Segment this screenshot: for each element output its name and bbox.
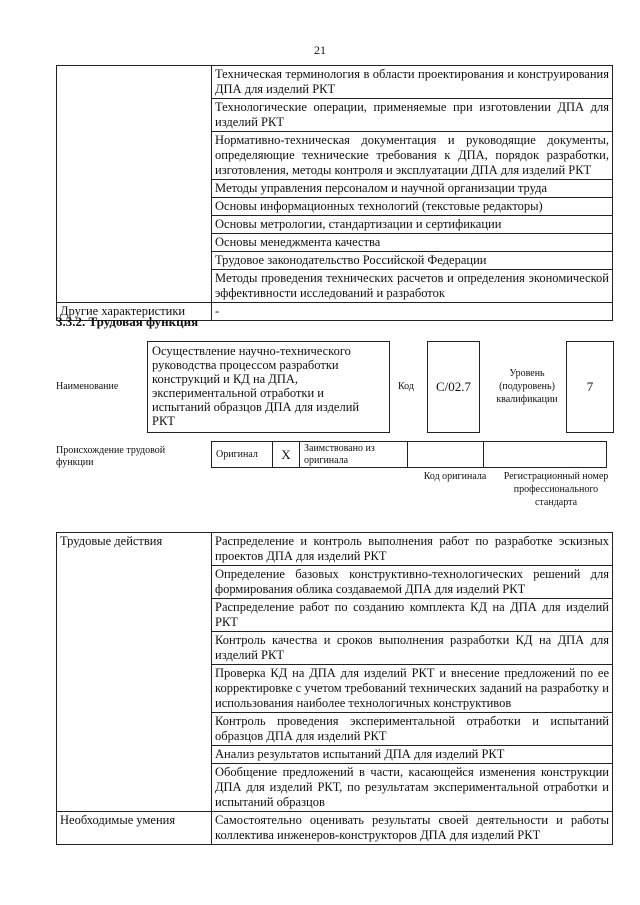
code-label: Код	[398, 381, 414, 392]
qualification-level-label: Уровень (подуровень) квалификации	[496, 368, 558, 405]
labor-action-item: Проверка КД на ДПА для изделий РКТ и внесение предложений по ее корректировке с учетом требований технических заданий на разработку и использования наиболее технологичных конструктивов	[212, 665, 613, 713]
other-characteristics-value: -	[212, 303, 613, 321]
labor-action-item: Распределение работ по созданию комплекта КД на ДПА для изделий РКТ	[212, 599, 613, 632]
knowledge-item: Основы информационных технологий (текстовые редакторы)	[212, 198, 613, 216]
labor-actions-table	[56, 532, 613, 845]
labor-actions-label: Трудовые действия	[57, 533, 212, 812]
knowledge-item: Основы метрологии, стандартизации и сертификации	[212, 216, 613, 234]
origin-table	[211, 441, 607, 468]
skills-label: Необходимые умения	[57, 812, 212, 845]
knowledge-label-cell	[57, 66, 212, 303]
registration-number-caption: Регистрационный номер профессионального стандарта	[503, 471, 609, 508]
registration-number-cell	[484, 442, 607, 468]
qualification-level-box: 7	[566, 341, 614, 433]
other-characteristics-label: Другие характеристики	[57, 303, 212, 321]
knowledge-item: Трудовое законодательство Российской Федерации	[212, 252, 613, 270]
knowledge-item: Методы управления персоналом и научной организации труда	[212, 180, 613, 198]
original-code-caption: Код оригинала	[423, 471, 487, 482]
code-box: C/02.7	[427, 341, 480, 433]
knowledge-table	[56, 65, 613, 321]
skill-item: Самостоятельно оценивать результаты своей деятельности и работы коллектива инженеров-конструкторов ДПА для изделий РКТ	[212, 812, 613, 845]
labor-action-item: Контроль качества и сроков выполнения разработки КД на ДПА для изделий РКТ	[212, 632, 613, 665]
page-number: 21	[314, 43, 326, 57]
labor-action-item: Анализ результатов испытаний ДПА для изделий РКТ	[212, 746, 613, 764]
knowledge-item: Технологические операции, применяемые при изготовлении ДПА для изделий РКТ	[212, 99, 613, 132]
origin-label: Происхождение трудовой функции	[56, 445, 166, 468]
original-mark: X	[273, 442, 300, 468]
knowledge-item: Техническая терминология в области проектирования и конструирования ДПА для изделий РКТ	[212, 66, 613, 99]
function-name-box: Осуществление научно-технического руководства процессом разработки конструкций и КД на ДПА, экспериментальной отработки и испытаний образцов ДПА для изделий РКТ	[147, 341, 390, 433]
labor-action-item: Обобщение предложений в части, касающейся изменения конструкции ДПА для изделий РКТ, по результатам экспериментальной отработки и испытаний образцов	[212, 764, 613, 812]
labor-action-item: Распределение и контроль выполнения работ по разработке эскизных проектов ДПА для изделий РКТ	[212, 533, 613, 566]
original-code-cell	[408, 442, 484, 468]
borrowed-label: Заимствовано из оригинала	[300, 442, 408, 468]
knowledge-item: Нормативно-техническая документация и руководящие документы, определяющие технические требования к ДПА, порядок разработки, изготовления, методы контроля и эксплуатации ДПА для изделий РКТ	[212, 132, 613, 180]
section-title: 3.3.2. Трудовая функция	[56, 314, 199, 329]
original-label: Оригинал	[212, 442, 273, 468]
name-label: Наименование	[56, 381, 119, 392]
labor-action-item: Определение базовых конструктивно-технологических решений для формирования облика создаваемой ДПА для изделий РКТ	[212, 566, 613, 599]
knowledge-item: Методы проведения технических расчетов и определения экономической эффективности исследований и разработок	[212, 270, 613, 303]
labor-action-item: Контроль проведения экспериментальной отработки и испытаний образцов ДПА для изделий РКТ	[212, 713, 613, 746]
knowledge-item: Основы менеджмента качества	[212, 234, 613, 252]
